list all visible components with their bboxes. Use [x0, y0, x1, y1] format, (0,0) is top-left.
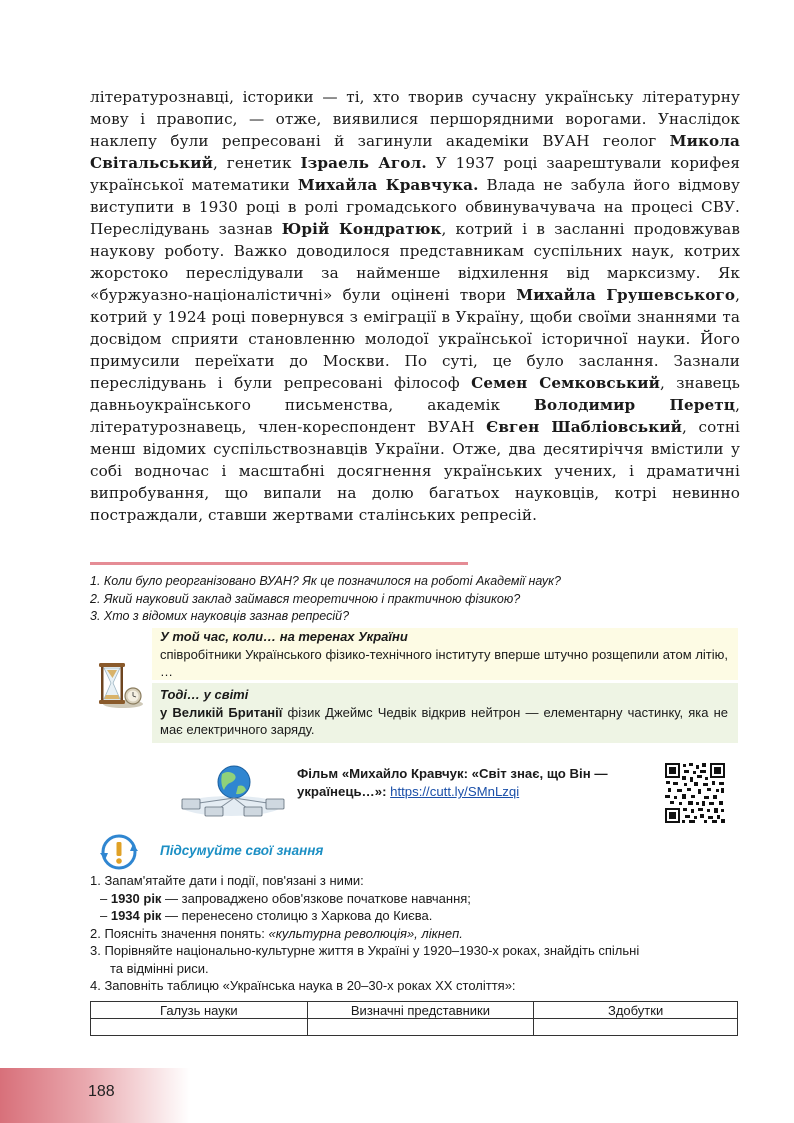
task-item: 1. Запам'ятайте дати і події, пов'язані з ними:	[90, 873, 364, 888]
task-terms: «культурна революція», лікнеп.	[268, 925, 463, 941]
table-cell[interactable]	[534, 1019, 738, 1036]
summary-title: Підсумуйте свої знання	[160, 843, 324, 858]
table-cell[interactable]	[307, 1019, 533, 1036]
person-name: Євген Шаблiовський	[486, 418, 683, 436]
date-year: 1930 рік	[110, 890, 162, 906]
text-segment: , генетик	[212, 154, 301, 172]
task-item	[90, 925, 740, 943]
table-header-cell: Здобутки	[534, 1002, 738, 1019]
text-segment: , котрий і в засланні продовжував наукову роботу. Важко доводилося представникам суспільних наук, котрих жорстоко переслідували за найменше відхилення від марксизму. Як «буржуазно-націоналістичні» були оцінені твори	[90, 220, 740, 304]
film-reference	[297, 765, 649, 801]
date-event: — запроваджено обов'язкове початкове навчання;	[161, 890, 471, 906]
table-row	[91, 1019, 738, 1036]
table-header-cell: Визначні представники	[307, 1002, 533, 1019]
text-segment: , знавець давньоукраїнського письменства, академік	[90, 374, 741, 414]
timeline-ukraine-box	[152, 628, 738, 680]
date-item: – 1934 рік — перенесено столицю з Харкова до Києва.	[100, 908, 433, 923]
summary-tasks	[90, 872, 740, 995]
task-item-continued: та відмінні риси.	[110, 960, 209, 976]
page-number: 188	[88, 1083, 115, 1100]
globe-network-icon	[172, 762, 290, 818]
table-header-cell: Галузь науки	[91, 1002, 308, 1019]
person-name: Юрій Кондратюк	[281, 220, 442, 238]
timeline-world-heading: Тоді… у світі	[160, 687, 249, 702]
date-item: – 1930 рік — запроваджено обов'язкове початкове навчання;	[100, 890, 471, 906]
person-name: Семен Семковський	[471, 374, 660, 392]
person-name: Михайла Грушевського	[516, 286, 736, 304]
table-cell[interactable]	[91, 1019, 308, 1036]
person-name: Володимир Перетц	[534, 396, 736, 414]
timeline-world-box	[152, 683, 738, 743]
question-item: 2. Який науковий заклад займався теоретичною і практичною фізикою?	[90, 591, 521, 606]
text-segment: Влада не забула його відмову виступити в 1930 році в ролі громадського обвинувачувача на процесі СВУ. Переслідувань зазнав	[90, 176, 740, 238]
task-text: 2. Поясніть значення понять:	[90, 925, 269, 941]
timeline-world-fact: фізик Джеймс Чедвік відкрив нейтрон — елементарну частинку, яка не має електричного заряду.	[160, 704, 728, 737]
exclamation-arrows-icon	[100, 834, 138, 870]
task-item: 3. Порівняйте національно-культурне життя в Україні у 1920–1930-х роках, знайдіть спільні	[90, 943, 640, 958]
text-segment: У 1937 році заарештували корифея української математики	[90, 154, 740, 194]
section-divider	[90, 562, 468, 565]
question-item: 1. Коли було реорганізовано ВУАН? Як це позначилося на роботі Академії наук?	[90, 574, 561, 588]
question-item: 3. Хто з відомих науковців зазнав репресій?	[90, 609, 350, 623]
main-paragraph	[90, 86, 740, 526]
date-event: — перенесено столицю з Харкова до Києва.	[161, 908, 433, 923]
qr-code-icon[interactable]	[664, 762, 726, 824]
timeline-ukraine-text: співробітники Українського фізико-технічного інституту вперше штучно розщепили атом літію, …	[160, 646, 728, 679]
review-questions	[90, 573, 740, 626]
person-name: Микола Світальський	[90, 132, 740, 172]
date-year: 1934 рік	[110, 908, 162, 923]
answer-table	[90, 1001, 738, 1036]
person-name: Михайла Кравчука.	[297, 176, 479, 194]
film-link[interactable]: https://cutt.ly/SMnLzqi	[390, 784, 520, 799]
timeline-world-country: у Великій Британії	[160, 704, 283, 720]
text-segment: літературознавці, історики — ті, хто творив сучасну українську літературну мову і правопис, — отже, виявилися першорядними ворогами. Унаслідок наклепу були репресовані й загинули академіки ВУАН геолог	[90, 88, 740, 150]
task-item: 4. Заповніть таблицю «Українська наука в 20–30-х роках ХХ століття»:	[90, 978, 516, 993]
person-name: Ізраель Агол.	[300, 154, 427, 172]
table-header-row	[91, 1002, 738, 1019]
film-title: Фільм «Михайло Кравчук: «Світ знає, що Він — українець…»:	[297, 766, 608, 799]
text-segment: , котрий у 1924 році повернувся з еміграції в Україну, щоби своїми знаннями та досвідом сприяти становленню молодої української історичної науки. Його примусили переїхати до Москви. По суті, це було заслання. Зазнали переслідувань і були репресовані філософ	[90, 286, 740, 392]
timeline-world-text	[160, 704, 728, 739]
text-segment: , сотні менш відомих суспільствознавців України. Отже, два десятиріччя вмістили у собі водночас і масштабні досягнення українських учених, і драматичні випробування, що випали на долю багатьох науковців, котрі невинно постраждали, ставши жертвами сталінських репресій.	[90, 418, 741, 524]
text-segment: , літературознавець, член-кореспондент ВУАН	[90, 396, 740, 436]
hourglass-icon	[93, 660, 145, 710]
timeline-ukraine-heading: У той час, коли… на теренах України	[160, 629, 408, 644]
